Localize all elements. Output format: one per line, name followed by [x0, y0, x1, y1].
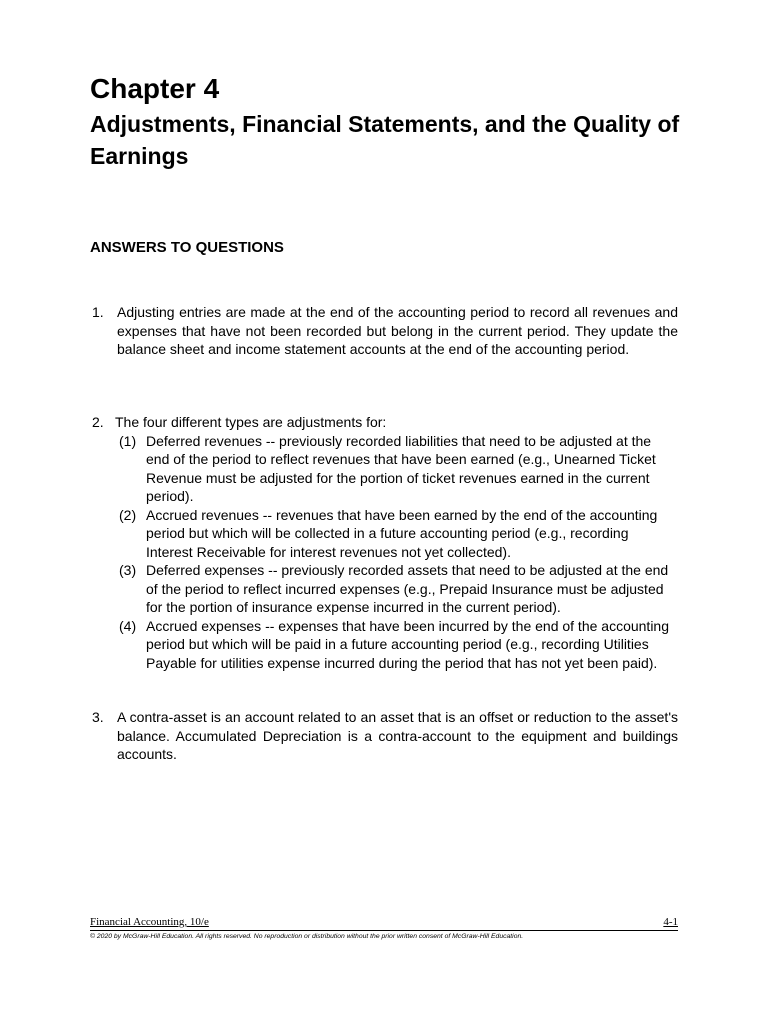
answer-number: 1. [92, 304, 104, 320]
answer-text: A contra-asset is an account related to an asset that is an offset or reduction to the asset's balance. Accumulated Depreciation is a contra-account to the equipment and buildings accounts. [117, 709, 678, 762]
footer-book-title: Financial Accounting, 10/e [90, 916, 209, 928]
adjustment-types-list [92, 432, 678, 673]
list-item-text: Accrued expenses -- expenses that have been incurred by the end of the accounting period but which will be paid in a future accounting period (e.g., recording Utilities Payable for utilities expense incurred during the period that has not yet been paid). [146, 617, 670, 671]
answer-text: Adjusting entries are made at the end of the accounting period to record all revenues and expenses that have not been recorded but belong in the current period. They update the balance sheet and income statement accounts at the end of the accounting period. [117, 304, 678, 357]
footer-rule [90, 914, 678, 931]
list-item-text: Deferred expenses -- previously recorded assets that need to be adjusted at the end of the period to reflect incurred expenses (e.g., Prepaid Insurance must be adjusted for the portion of insurance expense incurred in the current period). [146, 562, 669, 615]
list-item [119, 561, 678, 617]
section-heading: ANSWERS TO QUESTIONS [90, 239, 284, 256]
answer-number: 3. [92, 709, 104, 725]
list-item-text: Deferred revenues -- previously recorded liabilities that need to be adjusted at the end of the period to reflect revenues that have been earned (e.g., Unearned Ticket Revenue must be adjusted for the portion of ticket revenues earned in the current period). [146, 432, 656, 504]
list-item [119, 432, 678, 506]
list-item [119, 617, 678, 673]
answer-intro: The four different types are adjustments for: [115, 414, 387, 430]
list-item-number: (3) [119, 562, 137, 578]
list-item [119, 506, 678, 562]
list-item-number: (1) [119, 432, 137, 449]
footer-page-number: 4-1 [663, 916, 678, 928]
footer-copyright: © 2020 by McGraw-Hill Education. All rights reserved. No reproduction or distribution without the prior written consent of McGraw-Hill Education. [90, 933, 524, 940]
list-item-text: Accrued revenues -- revenues that have been earned by the end of the accounting period but which will be collected in a future accounting period (e.g., recording Interest Receivable for interest revenues not yet collected). [146, 506, 658, 560]
answer-3 [92, 708, 678, 764]
answer-number: 2. [92, 414, 104, 430]
chapter-subtitle: Adjustments, Financial Statements, and the Quality of Earnings [90, 111, 680, 169]
answer-1 [92, 303, 678, 359]
page-footer [90, 914, 678, 942]
answer-2 [92, 413, 678, 672]
list-item-number: (2) [119, 506, 137, 523]
chapter-title: Chapter 4 [90, 73, 220, 104]
list-item-number: (4) [119, 617, 137, 634]
